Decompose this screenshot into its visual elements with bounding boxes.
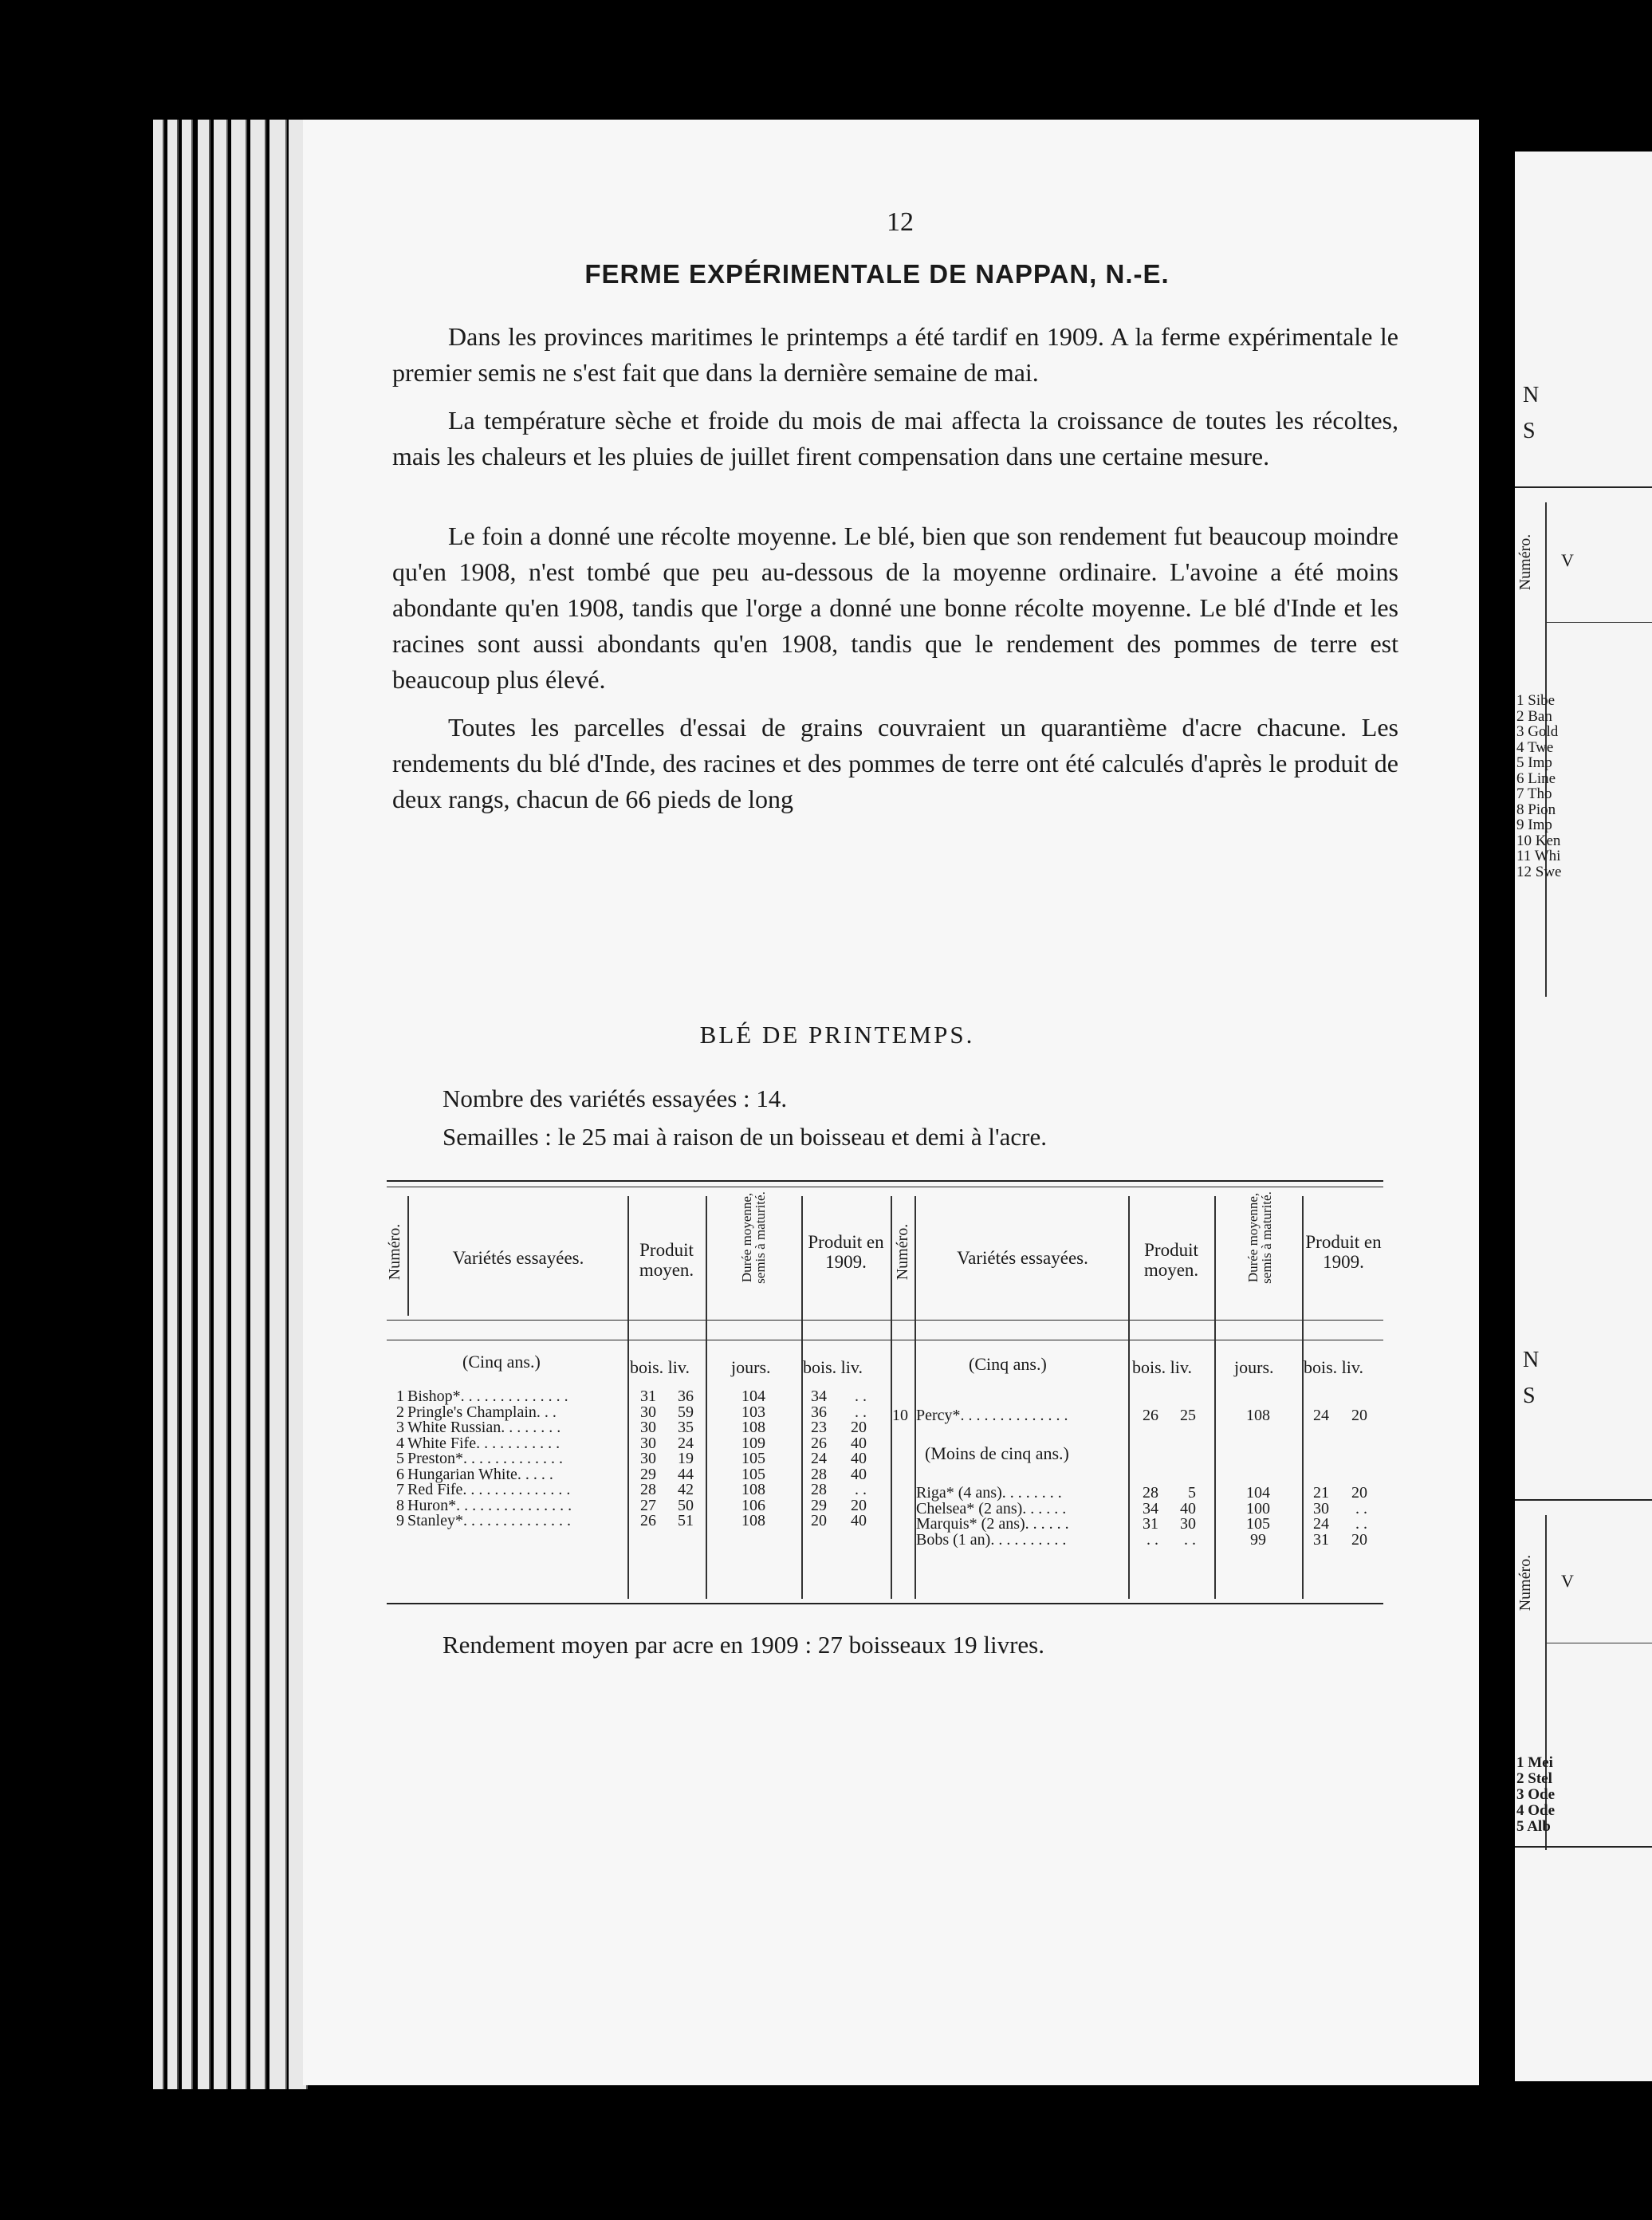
table-row xyxy=(387,1389,1383,1404)
paragraph-3: Le foin a donné une récolte moyenne. Le blé, bien que son rendement fut beaucoup moindre qu'en 1908, n'est tombé que peu au-dessous de la moyenne ordinaire. L'avoine a été moins abondante qu'en 1908, tandis que l'orge a donné une bonne récolte moyenne. Le blé d'Inde et les racines sont aussi abondants qu'en 1908, tandis que le rendement des pommes de terre est beaucoup plus élevé. xyxy=(392,522,1398,694)
variety-name: White Russian. . . . . . . . xyxy=(407,1419,561,1436)
table-row xyxy=(387,1408,1383,1423)
yield-1909-bois: 24 xyxy=(1313,1515,1329,1533)
adjacent-row: 2 Stel xyxy=(1516,1770,1552,1787)
days: 104 xyxy=(1246,1484,1270,1502)
adjacent-row: 3 Ode xyxy=(1516,1786,1556,1803)
variety-name: Bishop*. . . . . . . . . . . . . . xyxy=(407,1388,568,1405)
avg-liv: 40 xyxy=(1180,1499,1196,1517)
avg-bois: 30 xyxy=(640,1434,656,1452)
days: 108 xyxy=(1246,1407,1270,1424)
unit-cinq-ans-right: (Cinq ans.) xyxy=(969,1354,1047,1374)
adjacent-row: 4 Twe xyxy=(1516,738,1554,756)
label-moins-cinq-ans: (Moins de cinq ans.) xyxy=(925,1443,1069,1463)
unit-bois-liv-left-2: bois. liv. xyxy=(803,1357,863,1377)
avg-bois: 34 xyxy=(1143,1499,1158,1517)
yield-1909-liv: . . xyxy=(855,1388,867,1405)
avg-liv: 5 xyxy=(1188,1484,1196,1502)
header-produit-1909-left: Produit en 1909. xyxy=(808,1232,884,1272)
avg-bois: 30 xyxy=(640,1419,656,1436)
page-number: 12 xyxy=(887,207,914,237)
adjacent-row: 3 Gold xyxy=(1516,723,1559,740)
yield-1909-bois: 36 xyxy=(811,1403,827,1421)
row-number: 2 xyxy=(396,1403,404,1421)
row-number: 5 xyxy=(396,1450,404,1467)
variety-name: Huron*. . . . . . . . . . . . . . . xyxy=(407,1496,572,1514)
unit-jours-right: jours. xyxy=(1234,1357,1274,1377)
adjacent-row: 1 Sibe xyxy=(1516,692,1556,709)
yield-1909-bois: 21 xyxy=(1313,1484,1329,1502)
avg-liv: 51 xyxy=(678,1512,694,1529)
header-produit-1909-right: Produit en 1909. xyxy=(1305,1232,1382,1272)
avg-bois: 27 xyxy=(640,1496,656,1514)
paragraph-1: Dans les provinces maritimes le printemps a été tardif en 1909. A la ferme expérimentale le premier semis ne s'est fait que dans la dernière semaine de mai. xyxy=(392,322,1398,387)
seeding-info: Semailles : le 25 mai à raison de un boisseau et demi à l'acre. xyxy=(442,1123,1047,1151)
days: 100 xyxy=(1246,1499,1270,1517)
row-number: 7 xyxy=(396,1481,404,1498)
yield-1909-bois: 24 xyxy=(811,1450,827,1467)
adjacent-line: S xyxy=(1523,419,1536,443)
yield-1909-bois: 34 xyxy=(811,1388,827,1405)
paragraph-2: La température sèche et froide du mois de mai affecta la croissance de toutes les récoltes, mais les chaleurs et les pluies de juillet firent compensation dans une certaine mesure. xyxy=(392,406,1398,470)
yield-1909-liv: 20 xyxy=(1351,1407,1367,1424)
yield-1909-bois: 28 xyxy=(811,1481,827,1498)
unit-bois-liv-right-1: bois. liv. xyxy=(1132,1357,1192,1377)
adjacent-line: N xyxy=(1523,383,1540,407)
yield-1909-liv: . . xyxy=(855,1481,867,1498)
avg-bois: 30 xyxy=(640,1450,656,1467)
yield-1909-liv: . . xyxy=(1355,1515,1367,1533)
row-number: 8 xyxy=(396,1496,404,1514)
wheat-table xyxy=(387,1180,1383,1619)
yield-1909-liv: 20 xyxy=(851,1496,867,1514)
avg-liv: 35 xyxy=(678,1419,694,1436)
table-row xyxy=(387,1467,1383,1482)
avg-liv: 42 xyxy=(678,1481,694,1498)
days: 108 xyxy=(741,1419,765,1436)
table-row xyxy=(387,1517,1383,1532)
avg-liv: 24 xyxy=(678,1434,694,1452)
variety-name: Hungarian White. . . . . xyxy=(407,1465,553,1483)
header-varietes-left: Variétés essayées. xyxy=(452,1248,584,1268)
header-numero-left: Numéro. xyxy=(386,1223,403,1281)
variety-name: Riga* (4 ans). . . . . . . . xyxy=(916,1484,1062,1502)
yield-1909-liv: 20 xyxy=(1351,1530,1367,1549)
adjacent-row: 9 Imp xyxy=(1516,817,1552,833)
header-duree-right: Durée moyenne, semis à maturité. xyxy=(1245,1191,1274,1284)
days: 109 xyxy=(741,1434,765,1452)
adjacent-row: 7 Tho xyxy=(1516,785,1552,802)
avg-bois: 29 xyxy=(640,1465,656,1483)
avg-liv: 25 xyxy=(1180,1407,1196,1424)
paragraph-4: Toutes les parcelles d'essai de grains couvraient un quarantième d'acre chacune. Les rendements du blé d'Inde, des racines et des pommes de terre ont été calculés d'après le produit de deux rangs, chacun de 66 pieds de long xyxy=(392,713,1398,813)
row-number: 1 xyxy=(396,1388,404,1405)
yield-1909-liv: . . xyxy=(1355,1499,1367,1517)
header-varietes-right: Variétés essayées. xyxy=(957,1248,1088,1268)
variety-name: White Fife. . . . . . . . . . . xyxy=(407,1434,560,1452)
yield-1909-bois: 30 xyxy=(1313,1499,1329,1517)
days: 105 xyxy=(741,1450,765,1467)
yield-1909-liv: 40 xyxy=(851,1450,867,1467)
variety-name: Pringle's Champlain. . . xyxy=(407,1403,557,1421)
yield-1909-bois: 24 xyxy=(1313,1407,1329,1424)
adjacent-row: 4 Ode xyxy=(1516,1802,1556,1819)
adjacent-row: 5 Imp xyxy=(1516,754,1552,771)
row-number: 6 xyxy=(396,1465,404,1483)
adjacent-row: 5 Alb xyxy=(1516,1818,1551,1835)
page-title: FERME EXPÉRIMENTALE DE NAPPAN, N.-E. xyxy=(584,259,1170,289)
variety-name: Red Fife. . . . . . . . . . . . . . xyxy=(407,1481,571,1498)
avg-bois: 30 xyxy=(640,1403,656,1421)
days: 104 xyxy=(741,1388,765,1405)
avg-liv: 50 xyxy=(678,1496,694,1514)
avg-liv: . . xyxy=(1184,1530,1196,1549)
variety-name: Bobs (1 an). . . . . . . . . . xyxy=(916,1530,1067,1549)
adjacent-header-numero: Numéro. xyxy=(1516,533,1534,591)
yield-1909-bois: 20 xyxy=(811,1512,827,1529)
avg-bois: 26 xyxy=(640,1512,656,1529)
days: 108 xyxy=(741,1512,765,1529)
header-produit-moyen-right: Produit moyen. xyxy=(1143,1240,1199,1280)
avg-liv: 30 xyxy=(1180,1515,1196,1533)
adjacent-row: 11 Whi xyxy=(1516,848,1561,864)
avg-bois: 28 xyxy=(640,1481,656,1498)
adjacent-row: 8 Pion xyxy=(1516,801,1556,818)
variety-name: Marquis* (2 ans). . . . . . xyxy=(916,1515,1069,1533)
adjacent-header-v-2: V xyxy=(1561,1571,1574,1591)
yield-1909-liv: 20 xyxy=(851,1419,867,1436)
variety-name: Chelsea* (2 ans). . . . . . xyxy=(916,1499,1067,1517)
yield-1909-liv: 40 xyxy=(851,1434,867,1452)
days: 105 xyxy=(1246,1515,1270,1533)
table-row xyxy=(387,1486,1383,1501)
yield-1909-bois: 28 xyxy=(811,1465,827,1483)
adjacent-line: N xyxy=(1523,1348,1540,1372)
table-row xyxy=(387,1451,1383,1466)
yield-1909-bois: 31 xyxy=(1313,1530,1329,1549)
days: 105 xyxy=(741,1465,765,1483)
days: 108 xyxy=(741,1481,765,1498)
adjacent-row: 1 Mei xyxy=(1516,1754,1553,1771)
average-yield-footer: Rendement moyen par acre en 1909 : 27 boisseaux 19 livres. xyxy=(442,1631,1044,1659)
adjacent-page xyxy=(1515,152,1652,2081)
avg-bois: 28 xyxy=(1143,1484,1158,1502)
variety-name: Percy*. . . . . . . . . . . . . . xyxy=(916,1407,1068,1424)
yield-1909-liv: 40 xyxy=(851,1465,867,1483)
adjacent-header-v: V xyxy=(1561,550,1574,570)
avg-liv: 59 xyxy=(678,1403,694,1421)
yield-1909-bois: 23 xyxy=(811,1419,827,1436)
yield-1909-bois: 29 xyxy=(811,1496,827,1514)
variety-name: Stanley*. . . . . . . . . . . . . . xyxy=(407,1512,571,1529)
unit-jours-left: jours. xyxy=(731,1357,771,1377)
row-number: 4 xyxy=(396,1434,404,1452)
avg-bois: 26 xyxy=(1143,1407,1158,1424)
yield-1909-liv: 40 xyxy=(851,1512,867,1529)
book-page-edges xyxy=(153,120,313,2089)
avg-bois: . . xyxy=(1147,1530,1158,1549)
adjacent-line: S xyxy=(1523,1384,1536,1408)
days: 99 xyxy=(1250,1530,1266,1549)
table-row xyxy=(387,1499,1383,1517)
yield-1909-liv: . . xyxy=(855,1403,867,1421)
adjacent-row: 2 Ban xyxy=(1516,707,1552,725)
unit-bois-liv-right-2: bois. liv. xyxy=(1304,1357,1363,1377)
row-number: 10 xyxy=(892,1407,908,1424)
adjacent-row: 12 Swe xyxy=(1516,863,1562,880)
adjacent-row: 10 Ken xyxy=(1516,832,1561,849)
days: 106 xyxy=(741,1496,765,1514)
avg-liv: 19 xyxy=(678,1450,694,1467)
days: 103 xyxy=(741,1403,765,1421)
row-number: 9 xyxy=(396,1512,404,1529)
unit-bois-liv-left-1: bois. liv. xyxy=(630,1357,690,1377)
header-numero-right: Numéro. xyxy=(894,1223,911,1281)
avg-liv: 44 xyxy=(678,1465,694,1483)
table-row xyxy=(387,1436,1383,1451)
section-title: BLÉ DE PRINTEMPS. xyxy=(699,1021,975,1049)
variety-name: Preston*. . . . . . . . . . . . . xyxy=(407,1450,563,1467)
adjacent-row: 6 Line xyxy=(1516,770,1556,787)
yield-1909-liv: 20 xyxy=(1351,1484,1367,1502)
table-row xyxy=(387,1530,1383,1549)
row-number: 3 xyxy=(396,1419,404,1436)
yield-1909-bois: 26 xyxy=(811,1434,827,1452)
avg-bois: 31 xyxy=(640,1388,656,1405)
varieties-count: Nombre des variétés essayées : 14. xyxy=(442,1084,788,1112)
adjacent-header-numero-2: Numéro. xyxy=(1516,1554,1534,1612)
unit-cinq-ans-left: (Cinq ans.) xyxy=(462,1352,541,1372)
header-duree-left: Durée moyenne, semis à maturité. xyxy=(739,1191,768,1284)
header-produit-moyen-left: Produit moyen. xyxy=(639,1240,694,1280)
avg-bois: 31 xyxy=(1143,1515,1158,1533)
avg-liv: 36 xyxy=(678,1388,694,1405)
